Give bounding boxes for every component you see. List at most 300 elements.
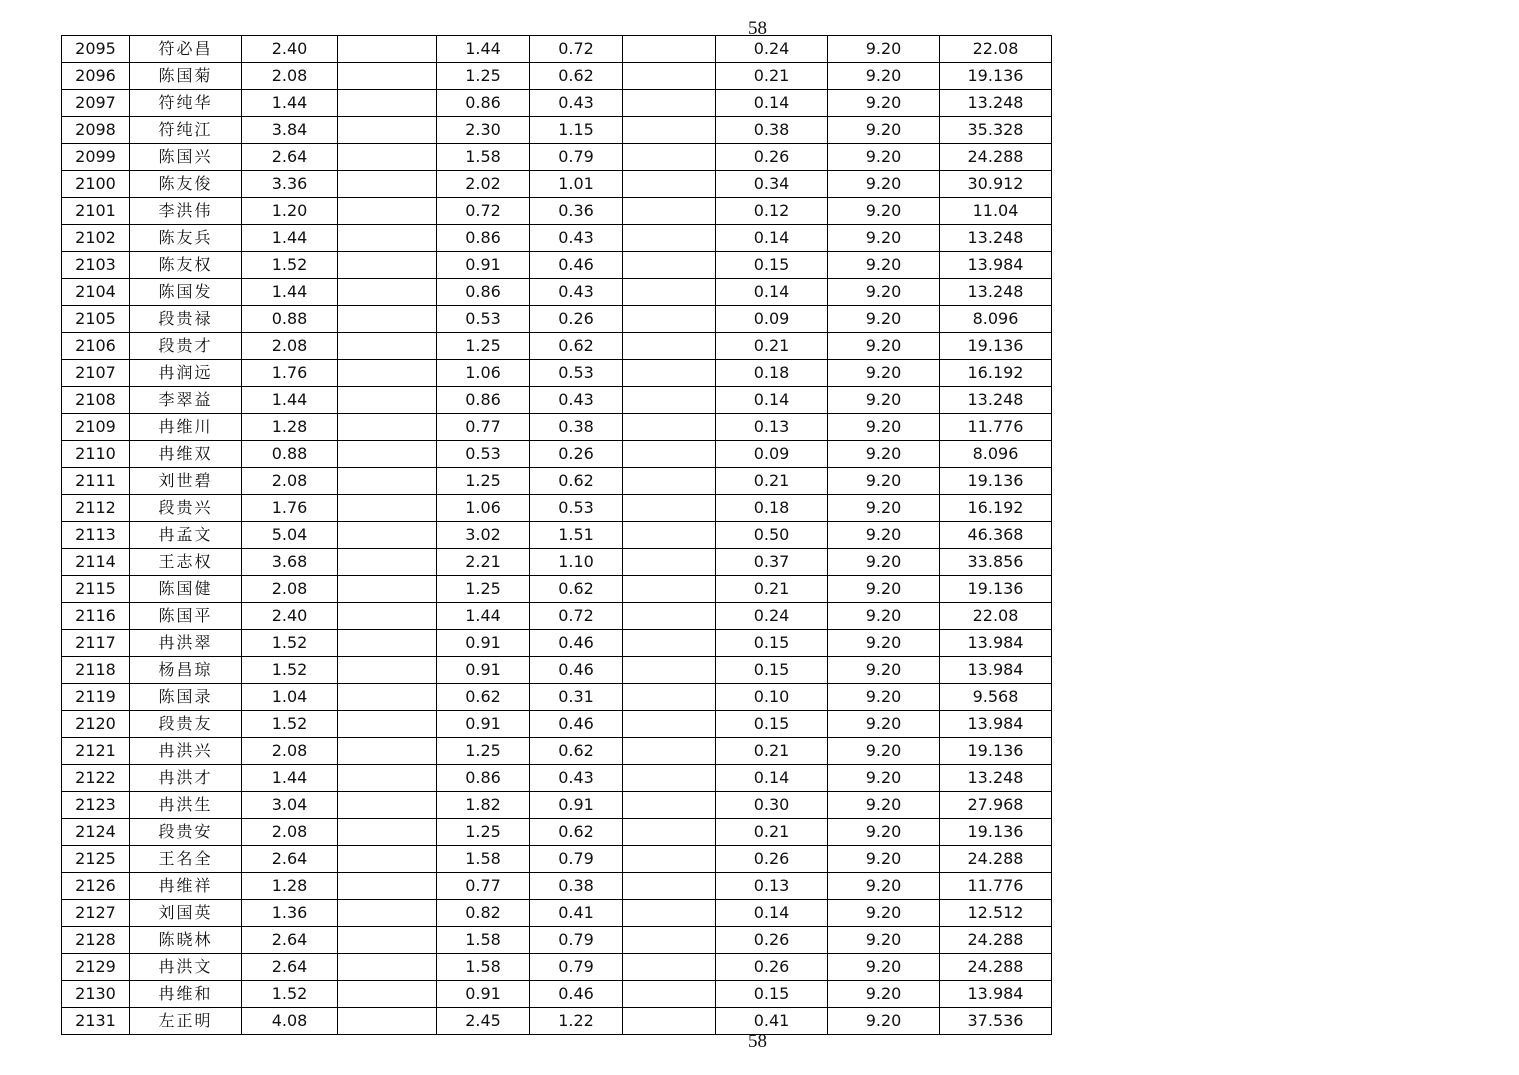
blank-cell-1 [338, 495, 437, 522]
value-c-cell: 2.02 [437, 171, 530, 198]
value-f-cell: 0.14 [716, 90, 828, 117]
rate-cell: 9.20 [828, 495, 940, 522]
rate-cell: 9.20 [828, 441, 940, 468]
name-cell: 李翠益 [130, 387, 242, 414]
rate-cell: 9.20 [828, 630, 940, 657]
row-id-cell: 2105 [62, 306, 130, 333]
rate-cell: 9.20 [828, 360, 940, 387]
row-id-cell: 2111 [62, 468, 130, 495]
row-id-cell: 2122 [62, 765, 130, 792]
value-c-cell: 0.53 [437, 306, 530, 333]
area-cell: 2.08 [242, 576, 338, 603]
name-cell: 段贵友 [130, 711, 242, 738]
table-row [62, 144, 1052, 171]
area-cell: 2.08 [242, 819, 338, 846]
table-row [62, 360, 1052, 387]
blank-cell-1 [338, 819, 437, 846]
table-row [62, 630, 1052, 657]
value-d-cell: 0.41 [530, 900, 623, 927]
rate-cell: 9.20 [828, 387, 940, 414]
area-cell: 1.44 [242, 765, 338, 792]
area-cell: 3.36 [242, 171, 338, 198]
area-cell: 1.44 [242, 387, 338, 414]
table-row [62, 171, 1052, 198]
value-f-cell: 0.24 [716, 36, 828, 63]
blank-cell-1 [338, 630, 437, 657]
table-row [62, 765, 1052, 792]
area-cell: 2.08 [242, 738, 338, 765]
value-d-cell: 0.46 [530, 981, 623, 1008]
value-c-cell: 0.86 [437, 765, 530, 792]
table-row [62, 1008, 1052, 1035]
value-d-cell: 0.46 [530, 657, 623, 684]
amount-cell: 19.136 [940, 63, 1052, 90]
amount-cell: 13.248 [940, 90, 1052, 117]
value-d-cell: 1.15 [530, 117, 623, 144]
name-cell: 冉洪文 [130, 954, 242, 981]
row-id-cell: 2097 [62, 90, 130, 117]
table-row [62, 873, 1052, 900]
value-f-cell: 0.09 [716, 441, 828, 468]
value-d-cell: 0.62 [530, 738, 623, 765]
value-c-cell: 0.91 [437, 657, 530, 684]
value-f-cell: 0.30 [716, 792, 828, 819]
blank-cell-2 [623, 684, 716, 711]
blank-cell-1 [338, 333, 437, 360]
value-f-cell: 0.14 [716, 900, 828, 927]
table-row [62, 117, 1052, 144]
value-f-cell: 0.18 [716, 495, 828, 522]
value-d-cell: 0.62 [530, 63, 623, 90]
area-cell: 2.64 [242, 954, 338, 981]
value-f-cell: 0.14 [716, 225, 828, 252]
area-cell: 1.52 [242, 711, 338, 738]
rate-cell: 9.20 [828, 738, 940, 765]
value-f-cell: 0.15 [716, 657, 828, 684]
blank-cell-2 [623, 441, 716, 468]
row-id-cell: 2099 [62, 144, 130, 171]
blank-cell-1 [338, 981, 437, 1008]
area-cell: 2.08 [242, 468, 338, 495]
amount-cell: 11.04 [940, 198, 1052, 225]
rate-cell: 9.20 [828, 252, 940, 279]
value-d-cell: 0.43 [530, 225, 623, 252]
name-cell: 陈国录 [130, 684, 242, 711]
value-c-cell: 0.91 [437, 981, 530, 1008]
blank-cell-2 [623, 414, 716, 441]
table-row [62, 306, 1052, 333]
amount-cell: 24.288 [940, 927, 1052, 954]
name-cell: 陈国菊 [130, 63, 242, 90]
area-cell: 1.52 [242, 252, 338, 279]
rate-cell: 9.20 [828, 90, 940, 117]
blank-cell-2 [623, 468, 716, 495]
blank-cell-1 [338, 360, 437, 387]
amount-cell: 30.912 [940, 171, 1052, 198]
blank-cell-2 [623, 819, 716, 846]
table-row [62, 738, 1052, 765]
value-d-cell: 0.79 [530, 927, 623, 954]
value-f-cell: 0.21 [716, 63, 828, 90]
amount-cell: 13.248 [940, 225, 1052, 252]
value-d-cell: 0.79 [530, 144, 623, 171]
value-c-cell: 1.58 [437, 954, 530, 981]
name-cell: 冉孟文 [130, 522, 242, 549]
blank-cell-2 [623, 279, 716, 306]
blank-cell-1 [338, 387, 437, 414]
table-row [62, 981, 1052, 1008]
value-f-cell: 0.14 [716, 279, 828, 306]
value-f-cell: 0.38 [716, 117, 828, 144]
blank-cell-2 [623, 657, 716, 684]
blank-cell-1 [338, 90, 437, 117]
table-row [62, 414, 1052, 441]
value-d-cell: 0.26 [530, 441, 623, 468]
value-c-cell: 0.53 [437, 441, 530, 468]
area-cell: 1.52 [242, 657, 338, 684]
row-id-cell: 2102 [62, 225, 130, 252]
name-cell: 陈国兴 [130, 144, 242, 171]
value-c-cell: 1.06 [437, 360, 530, 387]
amount-cell: 13.248 [940, 279, 1052, 306]
value-d-cell: 0.31 [530, 684, 623, 711]
area-cell: 3.68 [242, 549, 338, 576]
rate-cell: 9.20 [828, 171, 940, 198]
blank-cell-1 [338, 117, 437, 144]
page-number-top: 58 [748, 18, 767, 39]
amount-cell: 19.136 [940, 333, 1052, 360]
value-f-cell: 0.24 [716, 603, 828, 630]
value-c-cell: 0.62 [437, 684, 530, 711]
value-f-cell: 0.26 [716, 144, 828, 171]
table-row [62, 576, 1052, 603]
blank-cell-2 [623, 549, 716, 576]
area-cell: 0.88 [242, 306, 338, 333]
value-d-cell: 1.51 [530, 522, 623, 549]
value-c-cell: 0.86 [437, 387, 530, 414]
value-c-cell: 1.82 [437, 792, 530, 819]
value-d-cell: 0.62 [530, 819, 623, 846]
rate-cell: 9.20 [828, 522, 940, 549]
blank-cell-1 [338, 198, 437, 225]
name-cell: 冉润远 [130, 360, 242, 387]
value-d-cell: 0.46 [530, 252, 623, 279]
name-cell: 冉维祥 [130, 873, 242, 900]
value-c-cell: 1.25 [437, 576, 530, 603]
row-id-cell: 2113 [62, 522, 130, 549]
value-d-cell: 0.46 [530, 630, 623, 657]
row-id-cell: 2120 [62, 711, 130, 738]
value-c-cell: 0.86 [437, 90, 530, 117]
name-cell: 刘国英 [130, 900, 242, 927]
value-f-cell: 0.15 [716, 981, 828, 1008]
table-row [62, 657, 1052, 684]
blank-cell-2 [623, 900, 716, 927]
value-c-cell: 0.86 [437, 225, 530, 252]
blank-cell-1 [338, 927, 437, 954]
blank-cell-1 [338, 900, 437, 927]
rate-cell: 9.20 [828, 117, 940, 144]
value-c-cell: 0.72 [437, 198, 530, 225]
name-cell: 段贵安 [130, 819, 242, 846]
area-cell: 1.36 [242, 900, 338, 927]
area-cell: 1.44 [242, 90, 338, 117]
rate-cell: 9.20 [828, 819, 940, 846]
name-cell: 符必昌 [130, 36, 242, 63]
table-row [62, 954, 1052, 981]
amount-cell: 22.08 [940, 603, 1052, 630]
blank-cell-1 [338, 171, 437, 198]
amount-cell: 13.248 [940, 765, 1052, 792]
table-row [62, 495, 1052, 522]
amount-cell: 13.984 [940, 981, 1052, 1008]
blank-cell-2 [623, 603, 716, 630]
value-c-cell: 2.45 [437, 1008, 530, 1035]
name-cell: 冉洪生 [130, 792, 242, 819]
row-id-cell: 2101 [62, 198, 130, 225]
blank-cell-2 [623, 63, 716, 90]
name-cell: 冉洪才 [130, 765, 242, 792]
value-d-cell: 0.53 [530, 360, 623, 387]
blank-cell-2 [623, 36, 716, 63]
amount-cell: 33.856 [940, 549, 1052, 576]
rate-cell: 9.20 [828, 279, 940, 306]
rate-cell: 9.20 [828, 846, 940, 873]
value-c-cell: 0.77 [437, 873, 530, 900]
name-cell: 符纯江 [130, 117, 242, 144]
amount-cell: 13.984 [940, 657, 1052, 684]
blank-cell-1 [338, 684, 437, 711]
value-f-cell: 0.14 [716, 765, 828, 792]
value-d-cell: 0.38 [530, 414, 623, 441]
area-cell: 1.44 [242, 279, 338, 306]
blank-cell-1 [338, 711, 437, 738]
row-id-cell: 2128 [62, 927, 130, 954]
table-row [62, 603, 1052, 630]
blank-cell-1 [338, 1008, 437, 1035]
table-row [62, 684, 1052, 711]
blank-cell-2 [623, 90, 716, 117]
name-cell: 冉维双 [130, 441, 242, 468]
blank-cell-1 [338, 306, 437, 333]
value-d-cell: 0.43 [530, 387, 623, 414]
blank-cell-1 [338, 765, 437, 792]
name-cell: 陈晓林 [130, 927, 242, 954]
value-c-cell: 1.25 [437, 333, 530, 360]
row-id-cell: 2110 [62, 441, 130, 468]
amount-cell: 8.096 [940, 306, 1052, 333]
row-id-cell: 2119 [62, 684, 130, 711]
amount-cell: 19.136 [940, 738, 1052, 765]
amount-cell: 24.288 [940, 954, 1052, 981]
name-cell: 王名全 [130, 846, 242, 873]
value-d-cell: 0.62 [530, 333, 623, 360]
table-row [62, 36, 1052, 63]
area-cell: 2.64 [242, 927, 338, 954]
amount-cell: 13.984 [940, 711, 1052, 738]
area-cell: 4.08 [242, 1008, 338, 1035]
blank-cell-2 [623, 711, 716, 738]
row-id-cell: 2098 [62, 117, 130, 144]
rate-cell: 9.20 [828, 225, 940, 252]
blank-cell-2 [623, 1008, 716, 1035]
rate-cell: 9.20 [828, 576, 940, 603]
value-f-cell: 0.26 [716, 846, 828, 873]
blank-cell-2 [623, 522, 716, 549]
value-f-cell: 0.34 [716, 171, 828, 198]
value-c-cell: 0.82 [437, 900, 530, 927]
name-cell: 冉洪兴 [130, 738, 242, 765]
row-id-cell: 2116 [62, 603, 130, 630]
value-c-cell: 0.91 [437, 630, 530, 657]
value-c-cell: 0.86 [437, 279, 530, 306]
row-id-cell: 2126 [62, 873, 130, 900]
blank-cell-2 [623, 630, 716, 657]
amount-cell: 16.192 [940, 495, 1052, 522]
amount-cell: 11.776 [940, 873, 1052, 900]
table-row [62, 549, 1052, 576]
blank-cell-1 [338, 522, 437, 549]
amount-cell: 46.368 [940, 522, 1052, 549]
table-row [62, 387, 1052, 414]
row-id-cell: 2107 [62, 360, 130, 387]
row-id-cell: 2100 [62, 171, 130, 198]
name-cell: 冉洪翠 [130, 630, 242, 657]
value-d-cell: 0.72 [530, 36, 623, 63]
row-id-cell: 2123 [62, 792, 130, 819]
blank-cell-1 [338, 468, 437, 495]
value-c-cell: 1.25 [437, 468, 530, 495]
table-row [62, 252, 1052, 279]
rate-cell: 9.20 [828, 468, 940, 495]
rate-cell: 9.20 [828, 549, 940, 576]
area-cell: 2.08 [242, 333, 338, 360]
value-f-cell: 0.14 [716, 387, 828, 414]
blank-cell-2 [623, 387, 716, 414]
blank-cell-2 [623, 333, 716, 360]
value-f-cell: 0.50 [716, 522, 828, 549]
value-d-cell: 0.62 [530, 468, 623, 495]
amount-cell: 24.288 [940, 846, 1052, 873]
value-d-cell: 0.79 [530, 846, 623, 873]
value-c-cell: 1.58 [437, 927, 530, 954]
amount-cell: 19.136 [940, 468, 1052, 495]
rate-cell: 9.20 [828, 306, 940, 333]
blank-cell-1 [338, 252, 437, 279]
rate-cell: 9.20 [828, 333, 940, 360]
name-cell: 左正明 [130, 1008, 242, 1035]
row-id-cell: 2117 [62, 630, 130, 657]
value-f-cell: 0.21 [716, 468, 828, 495]
value-d-cell: 0.62 [530, 576, 623, 603]
row-id-cell: 2104 [62, 279, 130, 306]
blank-cell-2 [623, 792, 716, 819]
area-cell: 1.52 [242, 630, 338, 657]
value-d-cell: 1.01 [530, 171, 623, 198]
value-f-cell: 0.09 [716, 306, 828, 333]
value-c-cell: 2.21 [437, 549, 530, 576]
name-cell: 冉维川 [130, 414, 242, 441]
area-cell: 2.40 [242, 36, 338, 63]
blank-cell-1 [338, 225, 437, 252]
value-f-cell: 0.15 [716, 711, 828, 738]
table-row [62, 819, 1052, 846]
value-f-cell: 0.21 [716, 738, 828, 765]
amount-cell: 9.568 [940, 684, 1052, 711]
table-row [62, 927, 1052, 954]
area-cell: 0.88 [242, 441, 338, 468]
value-c-cell: 1.06 [437, 495, 530, 522]
value-d-cell: 0.38 [530, 873, 623, 900]
blank-cell-2 [623, 360, 716, 387]
blank-cell-1 [338, 279, 437, 306]
amount-cell: 13.248 [940, 387, 1052, 414]
amount-cell: 11.776 [940, 414, 1052, 441]
name-cell: 陈友兵 [130, 225, 242, 252]
blank-cell-1 [338, 738, 437, 765]
blank-cell-1 [338, 873, 437, 900]
value-d-cell: 0.43 [530, 765, 623, 792]
value-f-cell: 0.26 [716, 954, 828, 981]
blank-cell-2 [623, 252, 716, 279]
area-cell: 1.28 [242, 873, 338, 900]
value-c-cell: 0.77 [437, 414, 530, 441]
value-d-cell: 0.43 [530, 90, 623, 117]
value-f-cell: 0.26 [716, 927, 828, 954]
blank-cell-2 [623, 144, 716, 171]
rate-cell: 9.20 [828, 711, 940, 738]
value-d-cell: 0.91 [530, 792, 623, 819]
row-id-cell: 2095 [62, 36, 130, 63]
name-cell: 段贵禄 [130, 306, 242, 333]
rate-cell: 9.20 [828, 981, 940, 1008]
amount-cell: 35.328 [940, 117, 1052, 144]
rate-cell: 9.20 [828, 1008, 940, 1035]
rate-cell: 9.20 [828, 765, 940, 792]
amount-cell: 19.136 [940, 819, 1052, 846]
table-row [62, 711, 1052, 738]
table-row [62, 900, 1052, 927]
row-id-cell: 2118 [62, 657, 130, 684]
value-d-cell: 1.10 [530, 549, 623, 576]
row-id-cell: 2125 [62, 846, 130, 873]
area-cell: 1.28 [242, 414, 338, 441]
table-row [62, 333, 1052, 360]
table-body [62, 36, 1052, 1035]
area-cell: 1.52 [242, 981, 338, 1008]
blank-cell-2 [623, 171, 716, 198]
table-row [62, 225, 1052, 252]
amount-cell: 13.984 [940, 630, 1052, 657]
blank-cell-1 [338, 36, 437, 63]
value-f-cell: 0.13 [716, 873, 828, 900]
blank-cell-1 [338, 549, 437, 576]
blank-cell-1 [338, 576, 437, 603]
row-id-cell: 2129 [62, 954, 130, 981]
value-c-cell: 3.02 [437, 522, 530, 549]
table-row [62, 441, 1052, 468]
blank-cell-2 [623, 873, 716, 900]
value-c-cell: 1.44 [437, 603, 530, 630]
area-cell: 1.20 [242, 198, 338, 225]
value-f-cell: 0.37 [716, 549, 828, 576]
area-cell: 5.04 [242, 522, 338, 549]
amount-cell: 27.968 [940, 792, 1052, 819]
rate-cell: 9.20 [828, 603, 940, 630]
blank-cell-1 [338, 441, 437, 468]
amount-cell: 12.512 [940, 900, 1052, 927]
name-cell: 陈友权 [130, 252, 242, 279]
